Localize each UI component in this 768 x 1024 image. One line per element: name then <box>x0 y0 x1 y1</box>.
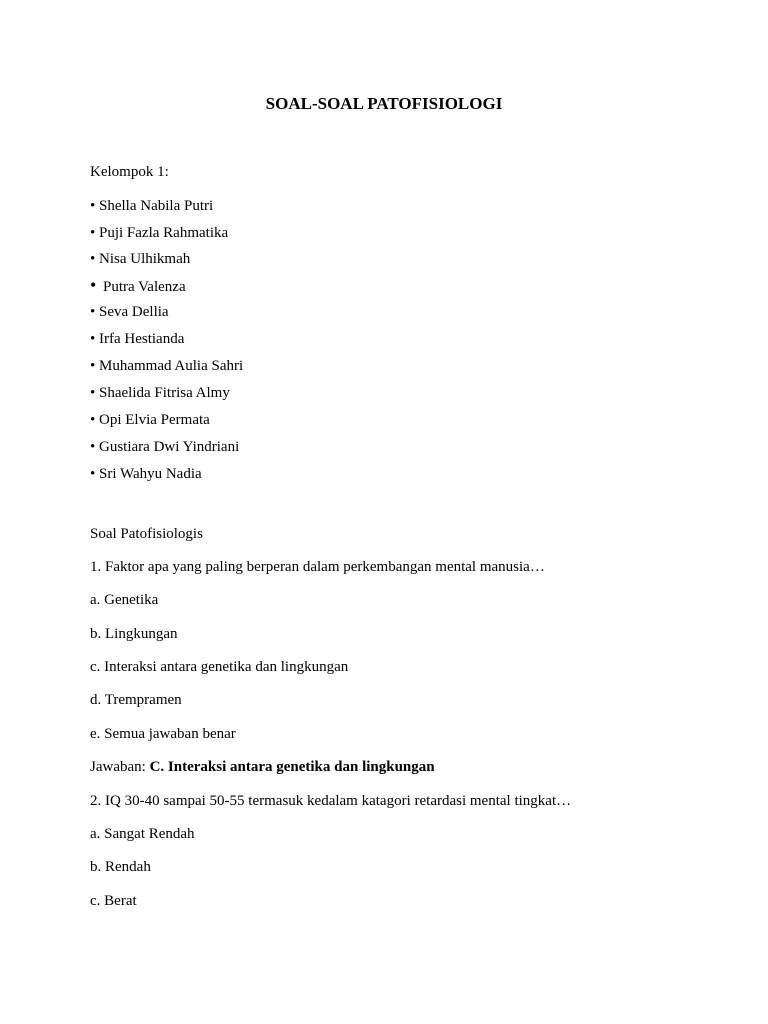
answer-option: c. Berat <box>90 893 137 909</box>
member-name: Shaelida Fitrisa Almy <box>99 385 230 401</box>
member-name: Gustiara Dwi Yindriani <box>99 439 240 455</box>
bullet-icon: • <box>90 198 96 214</box>
bullet-icon: • <box>90 304 96 320</box>
bullet-icon: • <box>90 439 96 455</box>
bullet-icon: • <box>90 251 96 267</box>
answer-option: d. Trempramen <box>90 692 182 708</box>
group-label: Kelompok 1: <box>90 164 169 180</box>
answer-option: b. Lingkungan <box>90 626 178 642</box>
member-item <box>90 465 202 483</box>
member-item <box>90 250 190 268</box>
bullet-icon: • <box>90 466 96 482</box>
answer-option: c. Interaksi antara genetika dan lingkungan <box>90 659 349 675</box>
bullet-icon: • <box>90 275 97 295</box>
bullet-icon: • <box>90 358 96 374</box>
member-name: Putra Valenza <box>103 279 186 295</box>
member-name: Seva Dellia <box>99 304 169 320</box>
member-item <box>90 197 213 215</box>
member-item <box>90 303 169 321</box>
member-name: Sri Wahyu Nadia <box>99 466 202 482</box>
member-item <box>90 438 239 456</box>
member-item <box>90 357 243 375</box>
answer-prefix: Jawaban: <box>90 759 150 775</box>
member-item <box>90 411 210 429</box>
member-name: Irfa Hestianda <box>99 331 185 347</box>
member-name: Puji Fazla Rahmatika <box>99 225 229 241</box>
bullet-icon: • <box>90 385 96 401</box>
question-text: 2. IQ 30-40 sampai 50-55 termasuk kedalam katagori retardasi mental tingkat… <box>90 793 572 809</box>
member-name: Nisa Ulhikmah <box>99 251 191 267</box>
document-title: SOAL-SOAL PATOFISIOLOGI <box>265 94 503 113</box>
answer-option: b. Rendah <box>90 859 151 875</box>
bullet-icon: • <box>90 331 96 347</box>
member-item <box>90 224 228 242</box>
member-name: Muhammad Aulia Sahri <box>99 358 244 374</box>
bullet-icon: • <box>90 225 96 241</box>
answer-key <box>90 758 435 776</box>
member-name: Shella Nabila Putri <box>99 198 214 214</box>
member-item <box>90 330 184 348</box>
section-heading: Soal Patofisiologis <box>90 526 203 542</box>
answer-option: e. Semua jawaban benar <box>90 726 236 742</box>
member-item <box>90 384 230 402</box>
answer-option: a. Genetika <box>90 592 159 608</box>
member-item <box>90 276 186 296</box>
member-name: Opi Elvia Permata <box>99 412 210 428</box>
question-text: 1. Faktor apa yang paling berperan dalam perkembangan mental manusia… <box>90 559 545 575</box>
answer-option: a. Sangat Rendah <box>90 826 195 842</box>
bullet-icon: • <box>90 412 96 428</box>
answer-value: C. Interaksi antara genetika dan lingkungan <box>149 759 435 775</box>
